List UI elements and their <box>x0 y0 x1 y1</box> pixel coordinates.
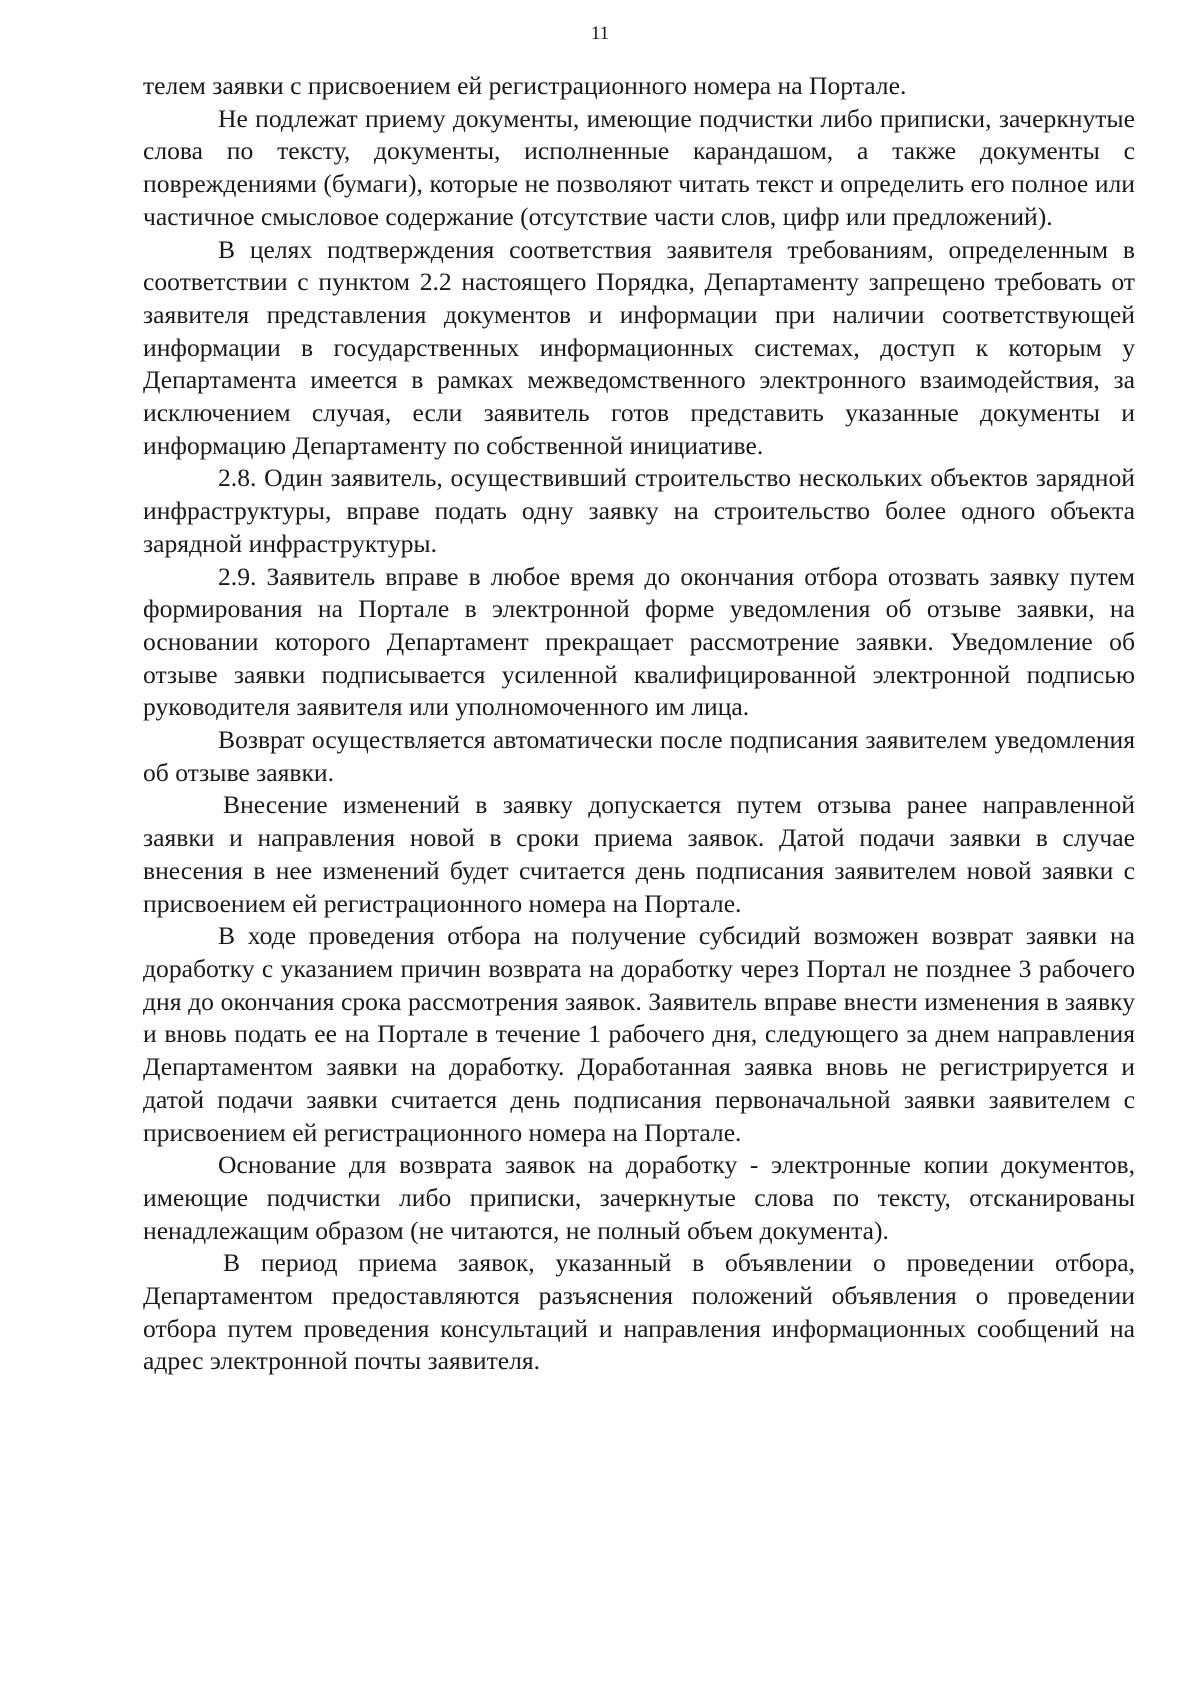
paragraph-2-8: 2.8. Один заявитель, осуществивший строительство нескольких объектов зарядной инфраструктуры, вправе подать одну заявку на строительство более одного объекта зарядной инфраструктуры. <box>143 463 1135 558</box>
paragraph-return-grounds: Основание для возврата заявок на доработку - электронные копии документов, имеющие подчистки либо приписки, зачеркнутые слова по тексту, отсканированы ненадлежащим образом (не читаются, не полный объем документа). <box>143 1150 1135 1245</box>
paragraph-continuation: телем заявки с присвоением ей регистрационного номера на Портале. <box>143 71 907 100</box>
paragraph-rejected-documents: Не подлежат приему документы, имеющие подчистки либо приписки, зачеркнутые слова по тексту, документы, исполненные карандашом, а также документы с повреждениями (бумаги), которые не позволяют читать текст и определить его полное или частичное смысловое содержание (отсутствие части слов, цифр или предложений). <box>143 103 1135 231</box>
paragraph-2-9: 2.9. Заявитель вправе в любое время до окончания отбора отозвать заявку путем формирования на Портале в электронной форме уведомления об отзыве заявки, на основании которого Департамент прекращает рассмотрение заявки. Уведомление об отзыве заявки подписывается усиленной квалифицированной электронной подписью руководителя заявителя или уполномоченного им лица. <box>143 561 1135 722</box>
paragraph-amendments: Внесение изменений в заявку допускается путем отзыва ранее направленной заявки и направления новой в сроки приема заявок. Датой подачи заявки в случае внесения в нее изменений будет считается день подписания заявителем новой заявки с присвоением ей регистрационного номера на Портале. <box>143 790 1135 918</box>
paragraph-return-automatic: Возврат осуществляется автоматически после подписания заявителем уведомления об отзыве заявки. <box>143 725 1135 787</box>
paragraph-return-for-revision: В ходе проведения отбора на получение субсидий возможен возврат заявки на доработку с указанием причин возврата на доработку через Портал не позднее 3 рабочего дня до окончания срока рассмотрения заявок. Заявитель вправе внести изменения в заявку и вновь подать ее на Портале в течение 1 рабочего дня, следующего за днем направления Департаментом заявки на доработку. Доработанная заявка вновь не регистрируется и датой подачи заявки считается день подписания первоначальной заявки заявителем с присвоением ей регистрационного номера на Портале. <box>143 921 1135 1147</box>
paragraph-clarifications: В период приема заявок, указанный в объявлении о проведении отбора, Департаментом предоставляются разъяснения положений объявления о проведении отбора путем проведения консультаций и направления информационных сообщений на адрес электронной почты заявителя. <box>143 1248 1135 1376</box>
page-number: 11 <box>590 23 610 44</box>
paragraph-compliance-confirmation: В целях подтверждения соответствия заявителя требованиям, определенным в соответствии с пунктом 2.2 настоящего Порядка, Департаменту запрещено требовать от заявителя представления документов и информации при наличии соответствующей информации в государственных информационных системах, доступ к которым у Департамента имеется в рамках межведомственного электронного взаимодействия, за исключением случая, если заявитель готов представить указанные документы и информацию Департаменту по собственной инициативе. <box>143 234 1135 460</box>
document-body <box>143 70 1135 1378</box>
